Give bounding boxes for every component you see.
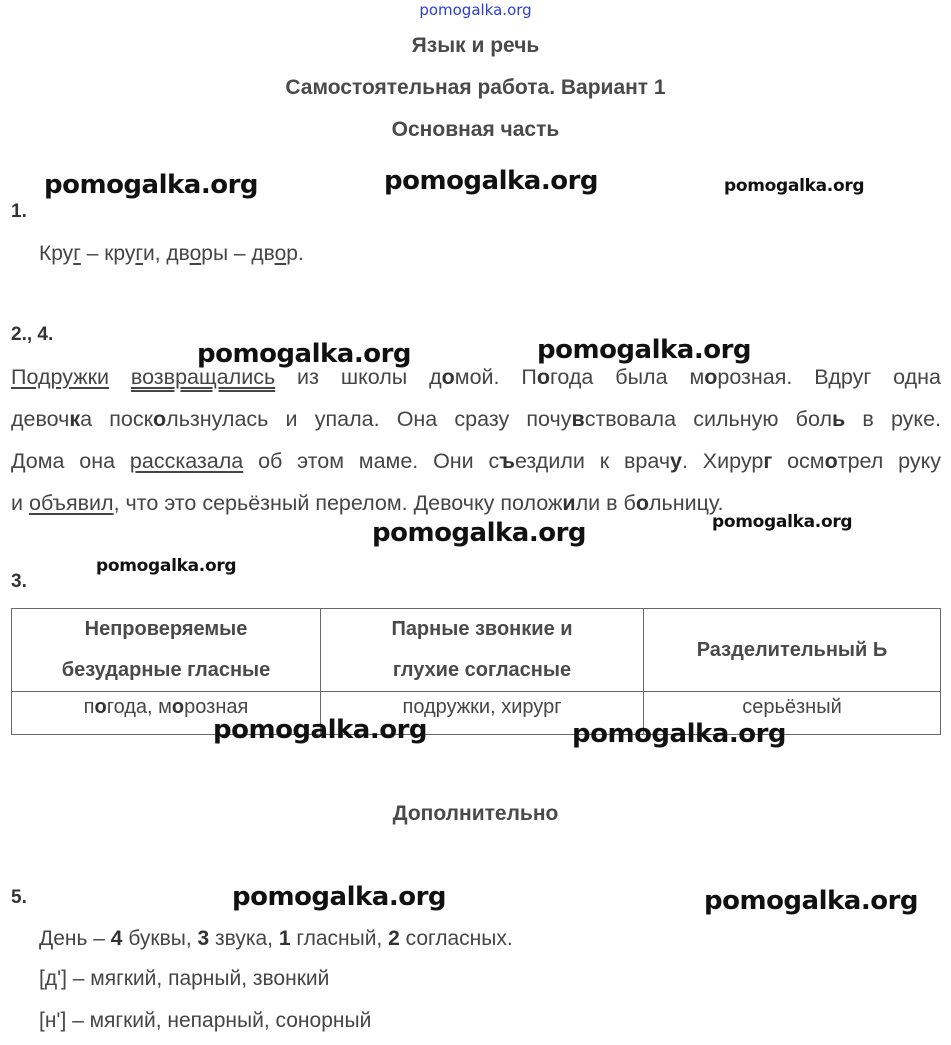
table-header-cell: Разделительный Ь	[644, 609, 941, 692]
task-number: 1.	[11, 201, 27, 222]
spelling-table	[11, 608, 941, 735]
table-cell: серьёзный	[644, 692, 941, 735]
watermark: pomogalka.org	[712, 512, 853, 532]
watermark: pomogalka.org	[96, 556, 237, 576]
task-number: 2., 4.	[11, 324, 54, 345]
text-line: Дома она рассказала об этом маме. Они съездили к врачу. Хирург осмотрел руку	[11, 449, 942, 473]
task5-line: День – 4 буквы, 3 звука, 1 гласный, 2 согласных.	[39, 927, 513, 950]
text-line: и объявил, что это серьёзный перелом. Девочку положили в больницу.	[11, 491, 724, 515]
watermark: pomogalka.org	[724, 176, 865, 196]
task1-answer: Круг – круги, дворы – двор.	[39, 242, 304, 265]
text-line: девочка поскользнулась и упала. Она сразу почувствовала сильную боль в руке.	[11, 407, 942, 431]
table-cell: погода, морозная	[12, 692, 321, 735]
task2-text	[11, 356, 941, 524]
watermark: pomogalka.org	[213, 715, 428, 745]
watermark: pomogalka.org	[384, 166, 599, 196]
task-number: 5.	[11, 887, 27, 908]
section-title: Основная часть	[391, 118, 560, 141]
page-title: Язык и речь	[411, 34, 540, 57]
watermark: pomogalka.org	[232, 882, 447, 912]
text-line: Подружки возвращались из школы домой. Погода была морозная. Вдруг одна	[11, 365, 941, 389]
task-number: 3.	[11, 571, 27, 592]
table-header-cell: Парные звонкие и глухие согласные	[321, 609, 644, 692]
table-cell: подружки, хирург	[321, 692, 644, 735]
site-watermark-top: pomogalka.org	[419, 1, 532, 19]
task5-line: [д'] – мягкий, парный, звонкий	[39, 967, 330, 990]
page-subtitle: Самостоятельная работа. Вариант 1	[285, 76, 666, 99]
task5-line: [н'] – мягкий, непарный, сонорный	[39, 1009, 372, 1032]
watermark: pomogalka.org	[537, 335, 752, 365]
extra-section-title: Дополнительно	[392, 802, 559, 825]
table-header-cell: Непроверяемые безударные гласные	[12, 609, 321, 692]
table-header-row	[12, 609, 941, 692]
table-row	[12, 692, 941, 735]
watermark: pomogalka.org	[704, 886, 919, 916]
watermark: pomogalka.org	[44, 170, 259, 200]
watermark: pomogalka.org	[197, 339, 412, 369]
watermark: pomogalka.org	[572, 719, 787, 749]
watermark: pomogalka.org	[372, 518, 587, 548]
